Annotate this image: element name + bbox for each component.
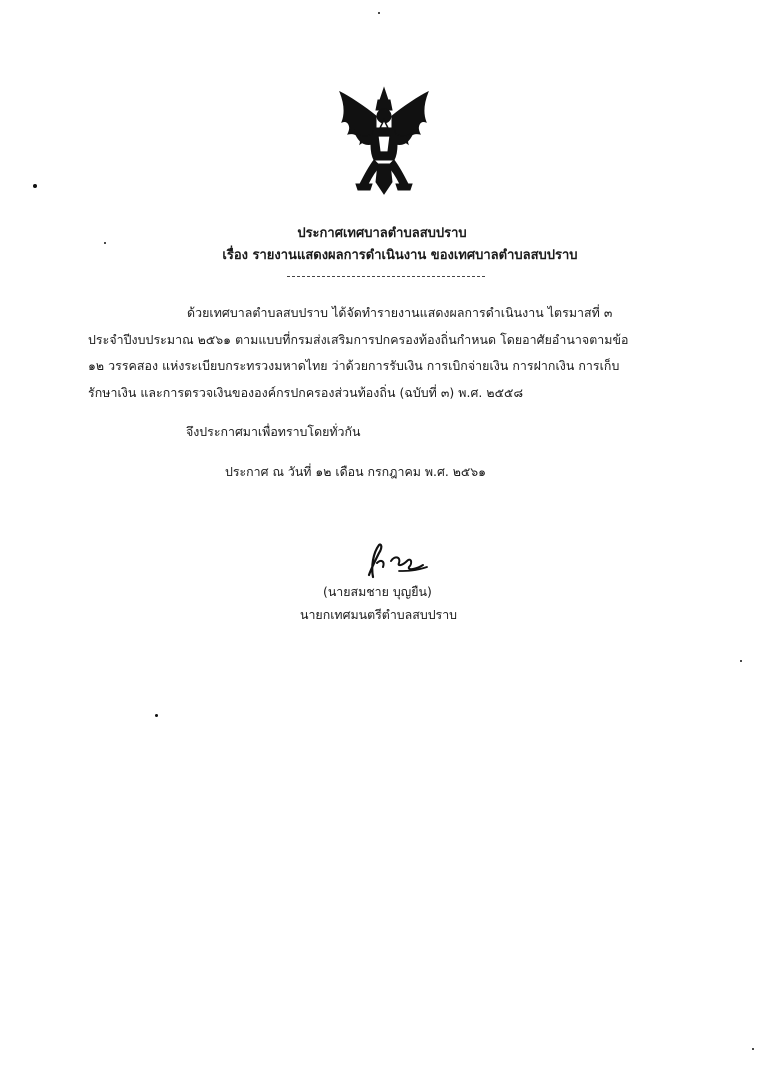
- notice-text: จึงประกาศมาเพื่อทราบโดยทั่วกัน: [186, 424, 361, 439]
- body-line: ด้วยเทศบาลตำบลสบปราบ ได้จัดทำรายงานแสดงผลการดำเนินงาน ไตรมาสที่ ๓: [187, 305, 613, 320]
- body-line: รักษาเงิน และการตรวจเงินขององค์กรปกครองส่วนท้องถิ่น (ฉบับที่ ๓) พ.ศ. ๒๕๕๘: [88, 385, 524, 400]
- signer-name: (นายสมชาย บุญยืน): [323, 584, 432, 599]
- document-subject: เรื่อง รายงานแสดงผลการดำเนินงาน ของเทศบาลตำบลสบปราบ: [222, 248, 578, 263]
- document-title: ประกาศเทศบาลตำบลสบปราบ: [297, 226, 467, 241]
- handwritten-signature-icon: [361, 541, 433, 581]
- scan-speck: [752, 1048, 754, 1050]
- signer-title: นายกเทศมนตรีตำบลสบปราบ: [300, 607, 458, 622]
- body-line: ๑๒ วรรคสอง แห่งระเบียบกระทรวงมหาดไทย ว่าด้วยการรับเงิน การเบิกจ่ายเงิน การฝากเงิน การเก็บ: [88, 358, 620, 373]
- announcement-date: ประกาศ ณ วันที่ ๑๒ เดือน กรกฎาคม พ.ศ. ๒๕๖๑: [225, 464, 486, 479]
- scan-speck: [33, 184, 37, 188]
- scan-speck: [155, 714, 158, 717]
- scan-speck: [378, 12, 380, 14]
- title-divider: [287, 276, 485, 277]
- garuda-emblem-icon: [334, 86, 434, 196]
- body-line: ประจำปีงบประมาณ ๒๕๖๑ ตามแบบที่กรมส่งเสริมการปกครองท้องถิ่นกำหนด โดยอาศัยอำนาจตามข้อ: [88, 332, 629, 347]
- scan-speck: [740, 660, 742, 662]
- scan-speck: [104, 242, 106, 244]
